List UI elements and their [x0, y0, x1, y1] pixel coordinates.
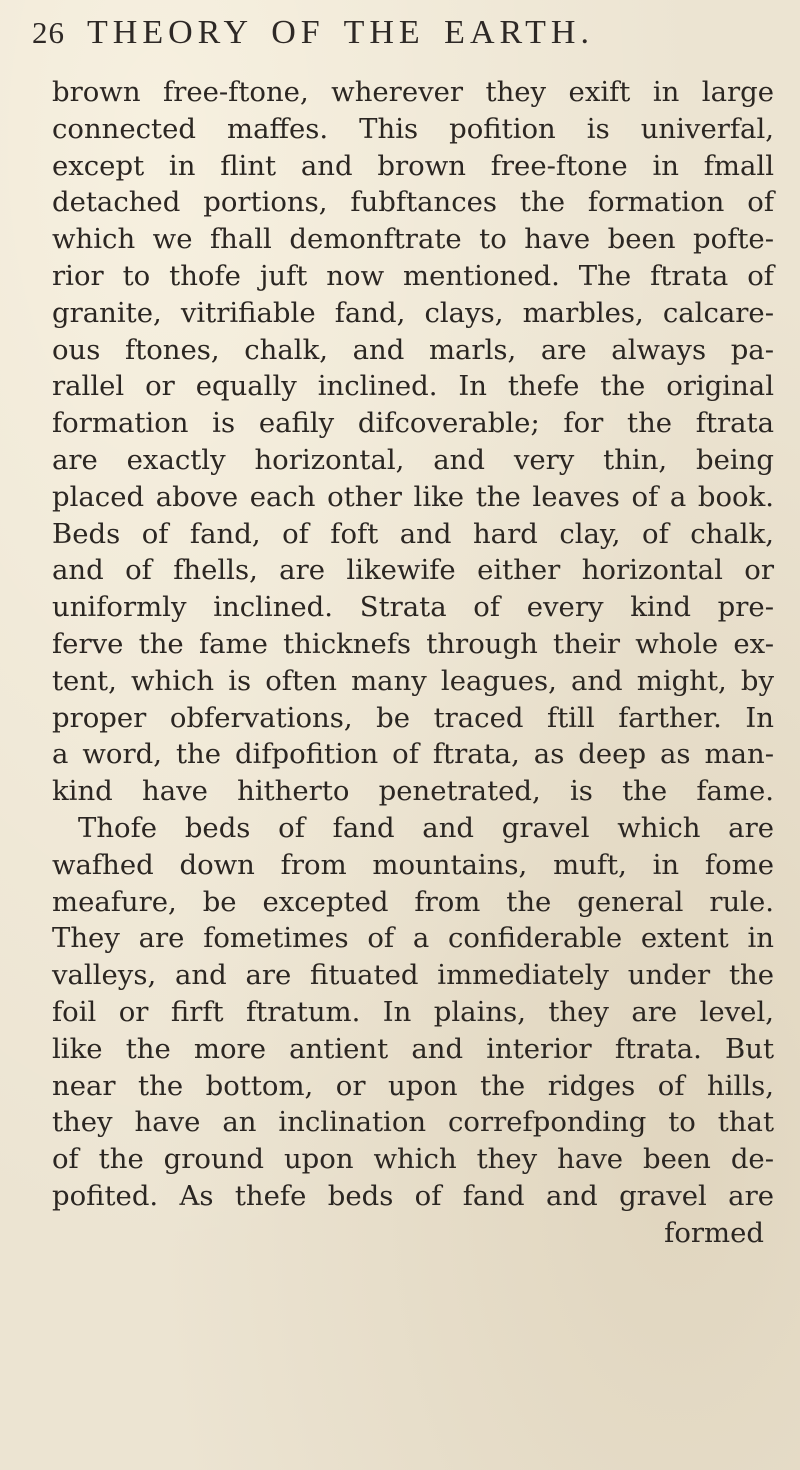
text-line: near the bottom, or upon the ridges of hills, [52, 1069, 774, 1102]
text-line: pofited. As thefe beds of fand and gravel are [52, 1179, 774, 1212]
text-line: They are fometimes of a confiderable extent in [52, 922, 774, 955]
text-line: Thofe beds of fand and gravel which are [78, 811, 774, 844]
running-title: THEORY OF THE EARTH. [87, 14, 594, 51]
text-line: are exactly horizontal, and very thin, being [52, 443, 774, 476]
text-line: uniformly inclined. Strata of every kind pre- [52, 591, 774, 624]
page-number: 26 [32, 15, 65, 50]
text-line: foil or firft ftratum. In plains, they are level, [52, 995, 774, 1028]
text-line: brown free-ftone, wherever they exift in large [52, 76, 774, 108]
text-line: valleys, and are fituated immediately under the [52, 959, 774, 992]
text-line: and of fhells, are likewife either horizontal or [52, 554, 774, 587]
text-line: proper obfervations, be traced ftill farther. In [52, 701, 774, 734]
text-line: which we fhall demonftrate to have been pofte- [52, 223, 774, 256]
text-line: ous ftones, chalk, and marls, are always pa- [52, 333, 774, 366]
text-line: formation is eafily difcoverable; for the ftrata [52, 407, 774, 440]
text-line: rallel or equally inclined. In thefe the original [52, 370, 774, 403]
text-line: except in flint and brown free-ftone in fmall [52, 149, 774, 182]
text-line: wafhed down from mountains, muft, in fome [52, 848, 774, 881]
text-line: placed above each other like the leaves of a book. [52, 480, 774, 513]
running-head [32, 14, 760, 66]
text-line: like the more antient and interior ftrata. But [52, 1032, 774, 1065]
text-line: detached portions, fubftances the formation of [52, 186, 774, 219]
text-line: rior to thofe juft now mentioned. The ftrata of [52, 259, 774, 292]
text-line: connected maffes. This pofition is univerfal, [52, 112, 774, 145]
text-line: Beds of fand, of foft and hard clay, of chalk, [52, 517, 774, 550]
text-line: tent, which is often many leagues, and might, by [52, 664, 774, 697]
text-line: kind have hitherto penetrated, is the fame. [52, 775, 774, 808]
body-text [52, 74, 774, 1252]
text-line: granite, vitrifiable fand, clays, marbles, calcare- [52, 296, 774, 329]
text-line: ferve the fame thicknefs through their whole ex- [52, 627, 774, 660]
text-line: they have an inclination correfponding to that [52, 1106, 774, 1139]
catchword: formed [664, 1216, 764, 1249]
text-line: meafure, be excepted from the general rule. [52, 885, 774, 918]
text-line: of the ground upon which they have been de- [52, 1143, 774, 1176]
text-line: a word, the difpofition of ftrata, as deep as man- [52, 738, 774, 771]
